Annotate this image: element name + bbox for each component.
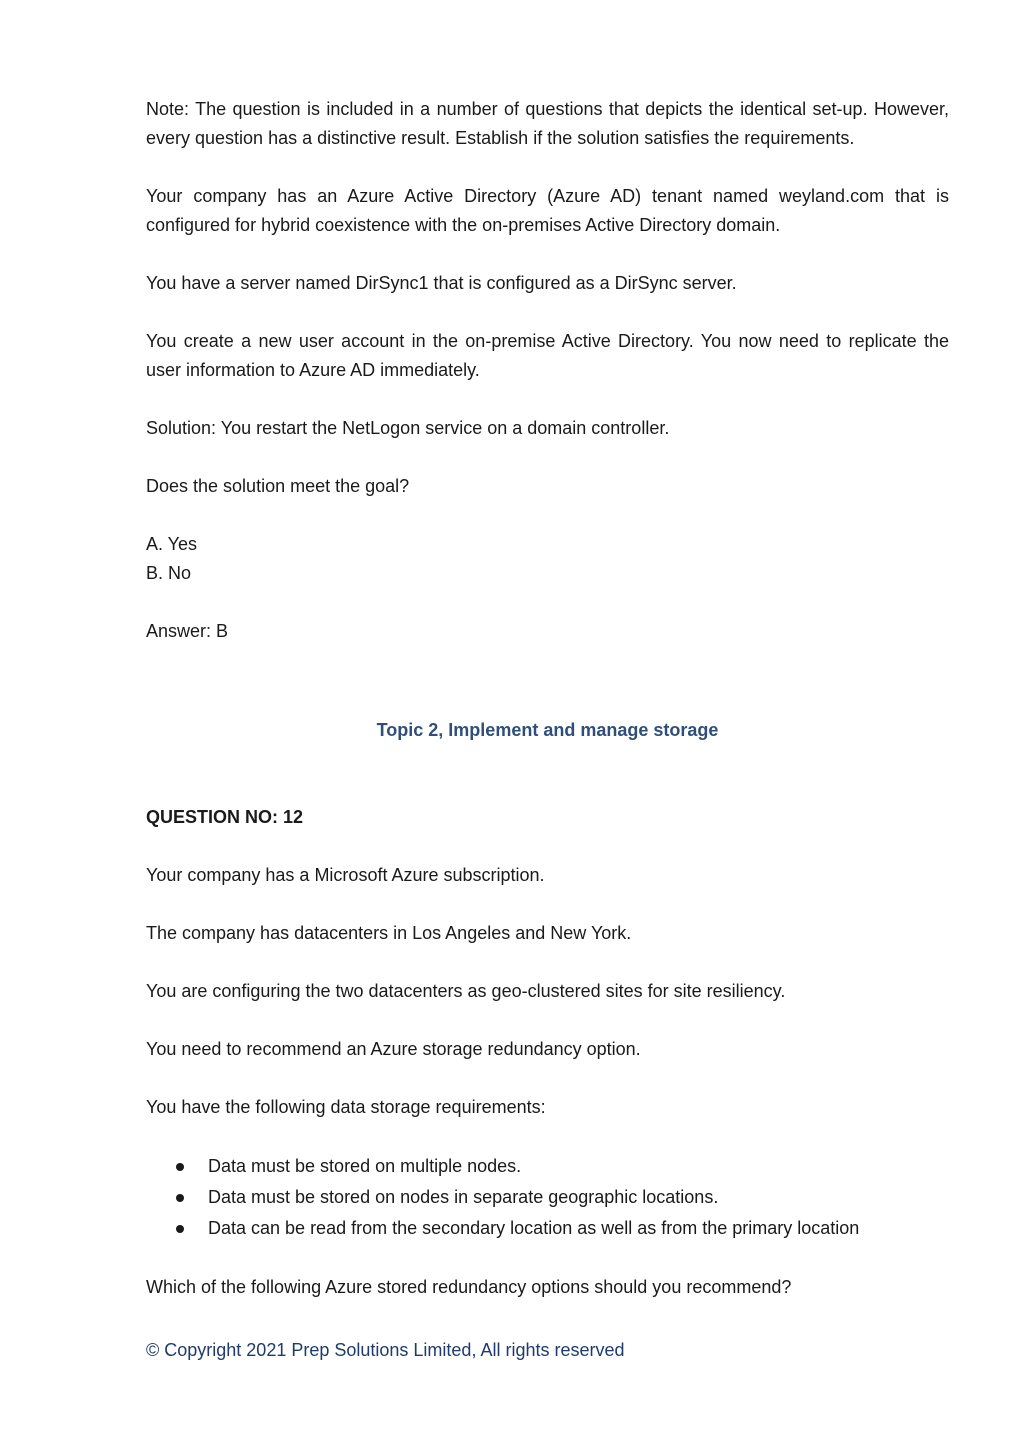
question-paragraph: Does the solution meet the goal? [146, 476, 410, 496]
q12-paragraph-5: You have the following data storage requirements: [146, 1097, 546, 1117]
q12-paragraph-2: The company has datacenters in Los Angeles and New York. [146, 923, 632, 943]
list-item [146, 1182, 949, 1213]
option-a: A. Yes [146, 534, 198, 554]
user-account-paragraph: You create a new user account in the on-premise Active Directory. You now need to replicate the user information to Azure AD immediately. [146, 331, 949, 380]
server-paragraph: You have a server named DirSync1 that is configured as a DirSync server. [146, 273, 737, 293]
bullet-icon [176, 1163, 184, 1171]
bullet-icon [176, 1225, 184, 1233]
requirements-list [146, 1151, 949, 1244]
bullet-icon [176, 1194, 184, 1202]
note-paragraph: Note: The question is included in a number of questions that depicts the identical set-up. However, every question has a distinctive result. Establish if the solution satisfies the requirements. [146, 99, 949, 148]
requirement-text: Data must be stored on nodes in separate geographic locations. [208, 1187, 719, 1207]
option-b: B. No [146, 563, 192, 583]
list-item [146, 1151, 949, 1182]
list-item [146, 1213, 949, 1244]
document-page [146, 95, 949, 1302]
question-number: QUESTION NO: 12 [146, 807, 304, 827]
tenant-paragraph: Your company has an Azure Active Directory (Azure AD) tenant named weyland.com that is configured for hybrid coexistence with the on-premises Active Directory domain. [146, 186, 949, 235]
q12-paragraph-3: You are configuring the two datacenters as geo-clustered sites for site resiliency. [146, 981, 786, 1001]
solution-paragraph: Solution: You restart the NetLogon service on a domain controller. [146, 418, 670, 438]
q12-paragraph-1: Your company has a Microsoft Azure subscription. [146, 865, 545, 885]
requirement-text: Data must be stored on multiple nodes. [208, 1156, 522, 1176]
copyright-footer: © Copyright 2021 Prep Solutions Limited, All rights reserved [146, 1340, 625, 1360]
answer-line: Answer: B [146, 621, 229, 641]
requirement-text: Data can be read from the secondary location as well as from the primary location [208, 1218, 860, 1238]
q12-paragraph-4: You need to recommend an Azure storage redundancy option. [146, 1039, 641, 1059]
q12-question: Which of the following Azure stored redundancy options should you recommend? [146, 1277, 792, 1297]
topic-heading: Topic 2, Implement and manage storage [376, 720, 719, 740]
